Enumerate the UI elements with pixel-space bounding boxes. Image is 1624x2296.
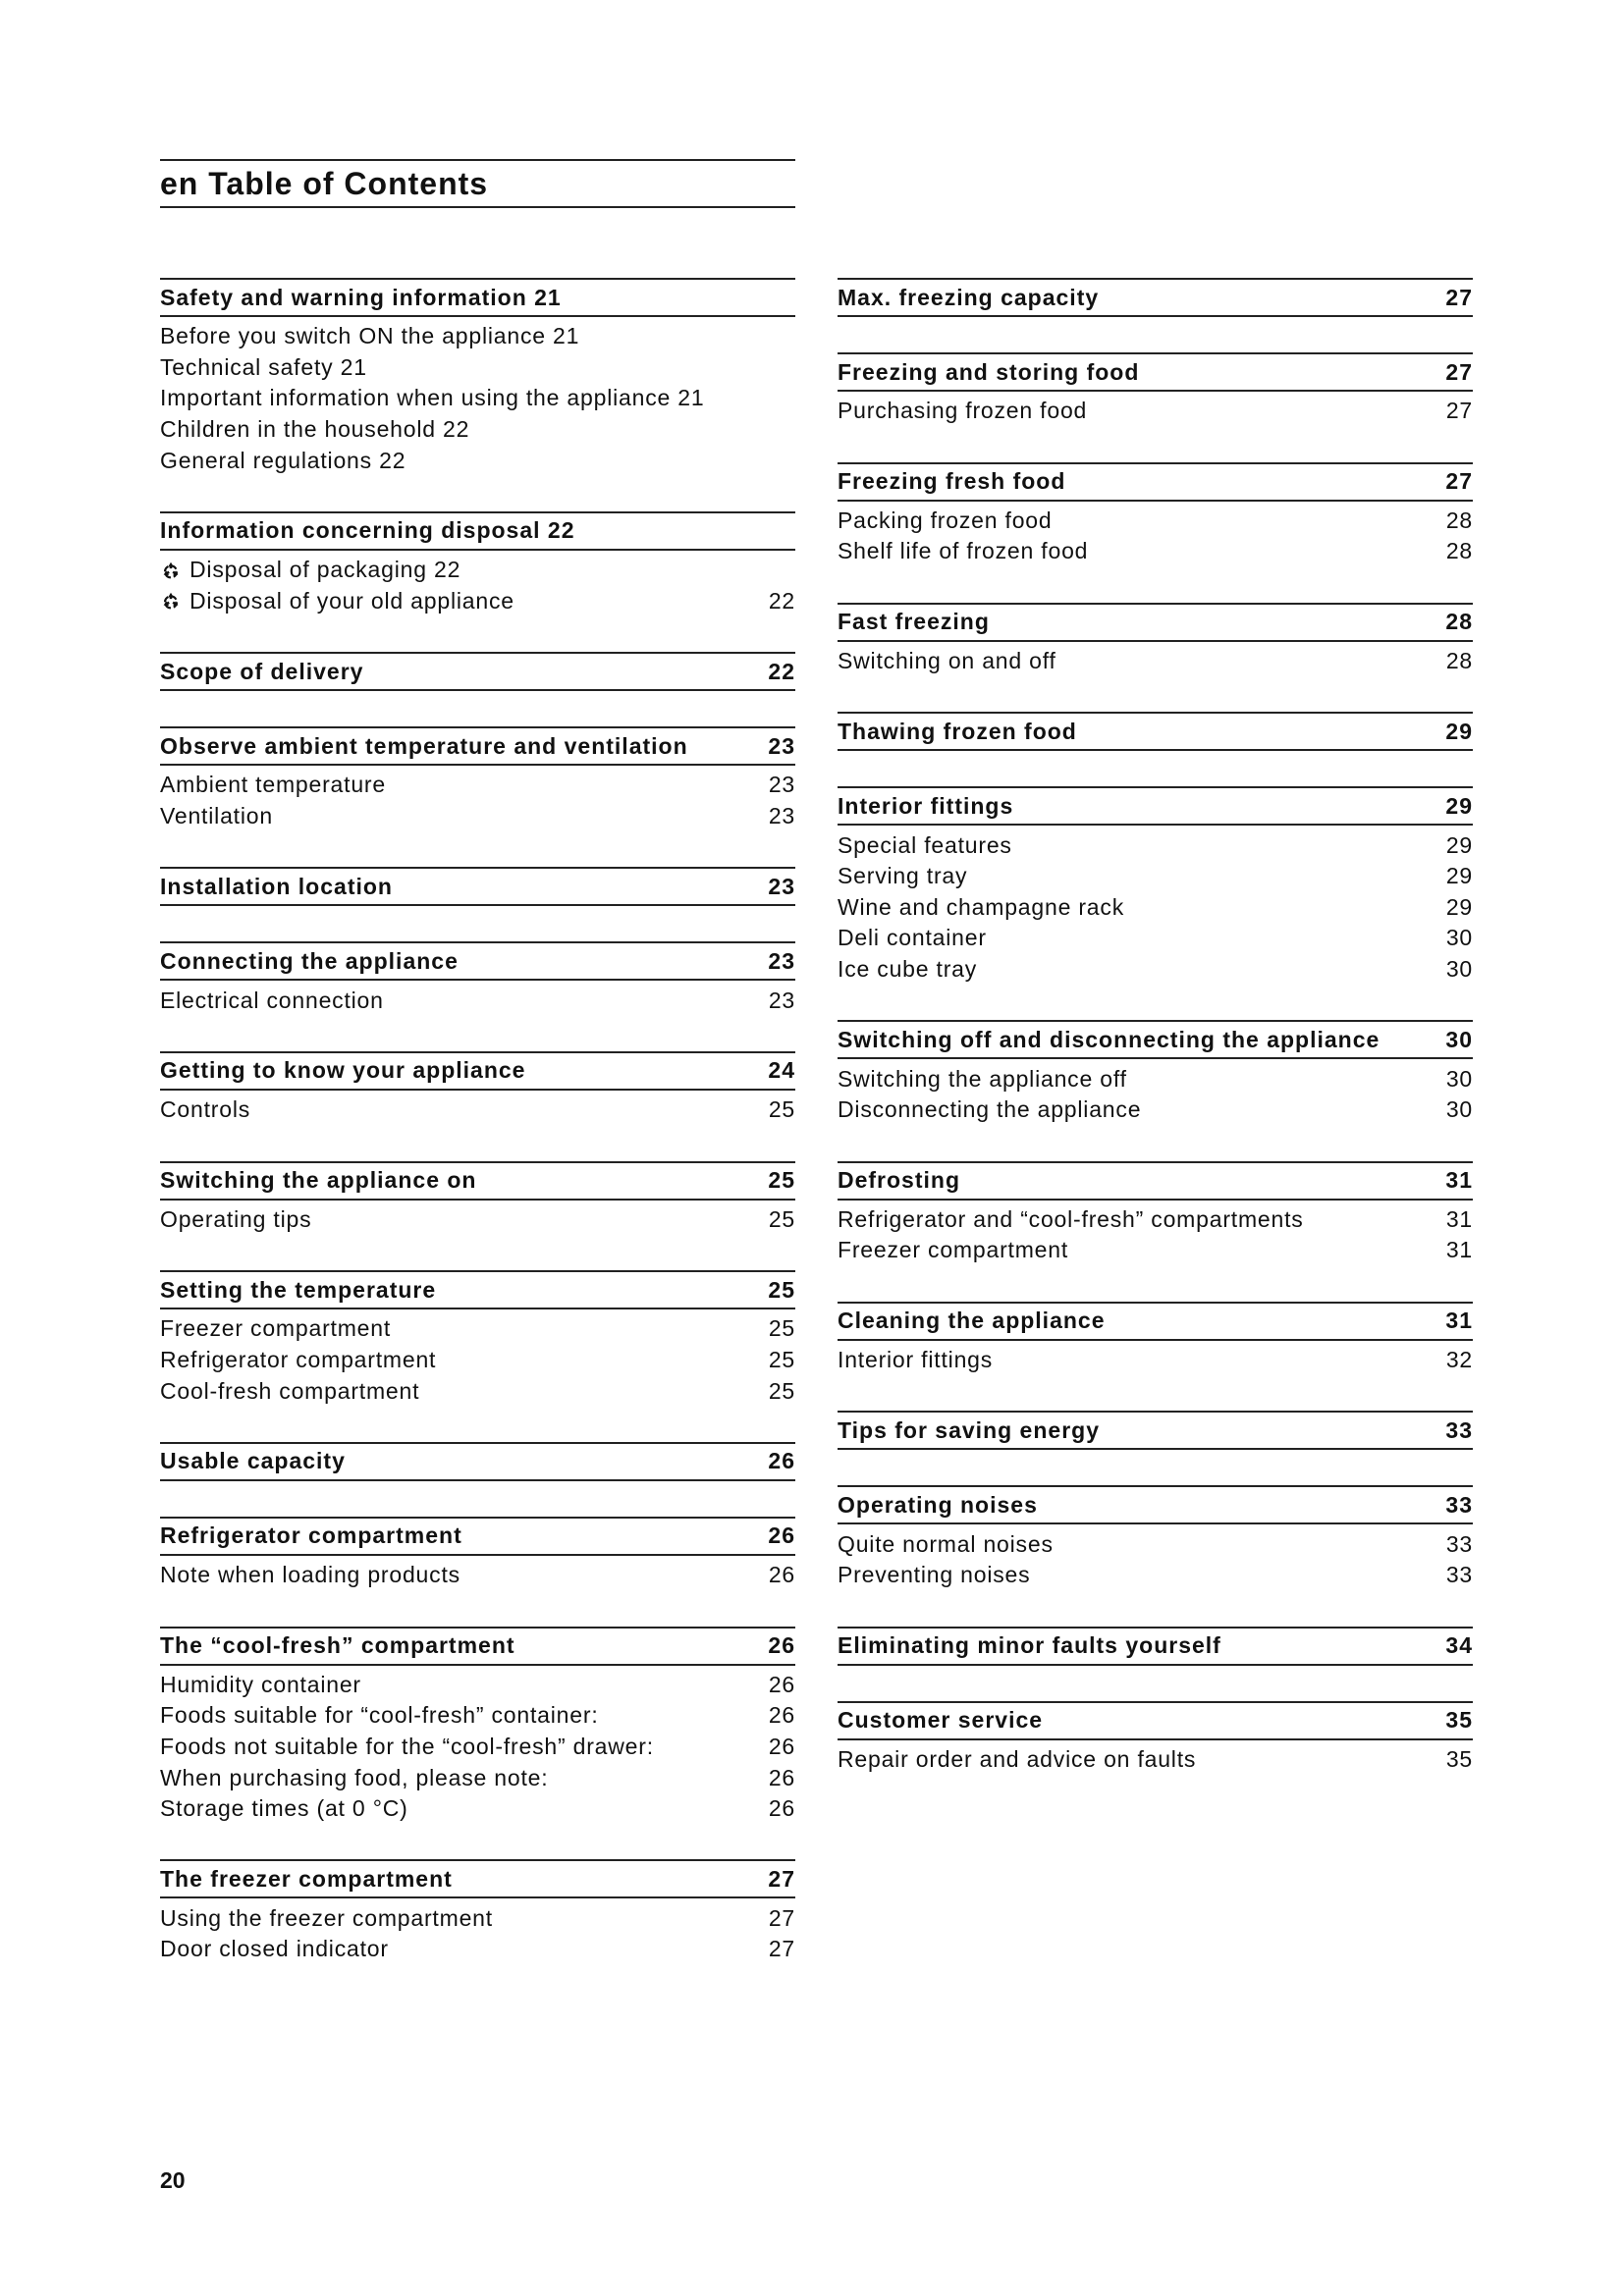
toc-entry-label-wrap (838, 1066, 1127, 1093)
toc-section-heading[interactable] (838, 1302, 1473, 1341)
toc-section-heading[interactable] (160, 1161, 795, 1201)
toc-section-heading[interactable] (838, 1411, 1473, 1450)
section-heading-text: Connecting the appliance (160, 947, 459, 974)
toc-entry-label: Wine and champagne rack (838, 893, 1124, 920)
toc-entry-label-wrap (838, 648, 1056, 674)
toc-entry-label: Interior fittings (838, 1347, 994, 1373)
toc-entry[interactable] (160, 1670, 795, 1701)
section-heading-text: Refrigerator compartment (160, 1522, 462, 1549)
toc-section-heading[interactable] (160, 652, 795, 691)
toc-entry[interactable] (838, 861, 1473, 892)
toc-entry-label: Switching the appliance off (838, 1065, 1127, 1092)
toc-entry[interactable] (160, 1375, 795, 1407)
toc-entry-label-wrap (160, 1795, 408, 1822)
toc-section-heading[interactable] (838, 1701, 1473, 1740)
toc-entry-label-wrap (838, 956, 977, 983)
toc-entry[interactable] (160, 801, 795, 832)
toc-entry-label-wrap (838, 1347, 993, 1373)
toc-section-heading[interactable] (838, 1627, 1473, 1666)
toc-entry-label-wrap (160, 588, 514, 614)
page-title (160, 161, 795, 206)
toc-entry-label: Children in the household 22 (160, 416, 470, 443)
toc-entry-label-wrap (838, 398, 1087, 424)
toc-entry[interactable] (160, 1793, 795, 1825)
section-heading-text: Defrosting (838, 1167, 960, 1194)
toc-section-heading[interactable] (838, 712, 1473, 751)
section-heading-text: Max. freezing capacity (838, 284, 1100, 310)
section-page-number: 26 (768, 1632, 795, 1658)
toc-entry-page-number: 31 (1445, 1205, 1473, 1232)
toc-entry-label-wrap (160, 1206, 311, 1233)
toc-entry-label-wrap (160, 1096, 250, 1123)
section-page-number: 23 (768, 732, 795, 759)
toc-section (160, 726, 795, 831)
toc-entry-page-number: 29 (1445, 893, 1473, 920)
toc-column-left (160, 278, 795, 2001)
toc-entry[interactable] (838, 396, 1473, 427)
section-heading-text: The “cool-fresh” compartment (160, 1632, 515, 1658)
section-heading-text: Information concerning disposal 22 (160, 517, 575, 544)
section-page-number: 33 (1445, 1416, 1473, 1443)
toc-entry-label-wrap (838, 538, 1088, 564)
toc-section-heading[interactable] (160, 941, 795, 981)
toc-entry[interactable] (838, 1204, 1473, 1236)
toc-entry-page-number: 28 (1445, 538, 1473, 564)
toc-entry-label-wrap (838, 832, 1012, 859)
toc-entry-label-wrap (160, 1936, 389, 1962)
toc-section-heading[interactable] (838, 603, 1473, 642)
toc-section (838, 1411, 1473, 1450)
toc-entry-page-number: 25 (768, 1096, 795, 1123)
toc-entry-label: Humidity container (160, 1671, 361, 1697)
toc-section (838, 1302, 1473, 1376)
toc-section (838, 1627, 1473, 1666)
toc-entry-label-wrap (160, 1672, 361, 1698)
section-page-number: 33 (1445, 1491, 1473, 1518)
toc-entry-page-number: 22 (768, 587, 795, 614)
toc-entry-page-number: 35 (1445, 1745, 1473, 1772)
toc-entry-label-wrap (160, 323, 579, 349)
toc-entry-page-number: 23 (768, 803, 795, 829)
toc-entry-page-number: 33 (1445, 1530, 1473, 1557)
toc-entry[interactable] (160, 1313, 795, 1345)
section-page-number: 25 (768, 1167, 795, 1194)
recycle-icon (160, 560, 182, 581)
toc-entry[interactable] (160, 586, 795, 617)
toc-entry-page-number: 26 (768, 1702, 795, 1729)
toc-section (160, 1517, 795, 1591)
toc-entry-label-wrap (160, 1378, 419, 1405)
section-heading-text: Usable capacity (160, 1448, 346, 1474)
section-heading-text: Switching the appliance on (160, 1167, 477, 1194)
section-heading-text: The freezer compartment (160, 1865, 453, 1892)
toc-entry-page-number: 29 (1445, 831, 1473, 858)
toc-section-heading[interactable] (838, 1020, 1473, 1059)
section-page-number: 28 (1445, 609, 1473, 635)
toc-entry[interactable] (838, 1744, 1473, 1776)
toc-entry-page-number: 27 (1445, 398, 1473, 424)
toc-entry[interactable] (838, 536, 1473, 567)
toc-entry-page-number: 25 (768, 1205, 795, 1232)
toc-column-right (838, 278, 1473, 1810)
toc-section (160, 1442, 795, 1481)
toc-entry[interactable] (160, 445, 795, 476)
toc-section (160, 1051, 795, 1126)
section-page-number: 31 (1445, 1167, 1473, 1194)
toc-entry-page-number: 27 (768, 1936, 795, 1962)
toc-section-heading[interactable] (160, 278, 795, 317)
toc-entry[interactable] (160, 770, 795, 801)
toc-entry[interactable] (160, 1345, 795, 1376)
section-heading-text: Operating noises (838, 1491, 1038, 1518)
section-heading-text: Interior fittings (838, 792, 1014, 819)
toc-entry-page-number: 28 (1445, 648, 1473, 674)
toc-section (160, 278, 795, 476)
toc-entry-page-number: 25 (768, 1315, 795, 1342)
toc-entry-label: Before you switch ON the appliance 21 (160, 323, 580, 349)
toc-entry-label-wrap (160, 803, 273, 829)
toc-entry[interactable] (838, 954, 1473, 986)
toc-entry-label: Serving tray (838, 863, 968, 889)
toc-entry-label-wrap (160, 557, 460, 583)
section-heading-text: Setting the temperature (160, 1276, 437, 1303)
toc-entry-page-number: 29 (1445, 863, 1473, 889)
toc-entry-label: Refrigerator compartment (160, 1347, 437, 1373)
toc-section-heading[interactable] (160, 1051, 795, 1091)
toc-entry-label-wrap (838, 925, 987, 951)
toc-section (838, 1485, 1473, 1590)
toc-entry-label: Technical safety 21 (160, 353, 367, 380)
toc-entry-page-number: 26 (768, 1764, 795, 1790)
toc-section (160, 867, 795, 906)
page-title-block (160, 159, 795, 208)
toc-section (160, 652, 795, 691)
recycle-icon (160, 590, 182, 612)
section-page-number: 26 (768, 1522, 795, 1549)
toc-entry[interactable] (160, 1700, 795, 1732)
toc-section-heading[interactable] (160, 511, 795, 551)
toc-entry-label: Preventing noises (838, 1562, 1031, 1588)
toc-entry-label: Packing frozen food (838, 507, 1053, 533)
toc-section-heading[interactable] (838, 462, 1473, 502)
toc-entry-label: Disconnecting the appliance (838, 1096, 1142, 1123)
toc-section-heading[interactable] (160, 1627, 795, 1666)
toc-section-heading[interactable] (160, 1270, 795, 1309)
section-heading-text: Switching off and disconnecting the appliance (838, 1026, 1380, 1052)
toc-entry-label: Switching on and off (838, 648, 1056, 674)
toc-entry-page-number: 26 (768, 1733, 795, 1759)
toc-entry-label: Note when loading products (160, 1562, 460, 1588)
toc-entry-label-wrap (160, 1702, 599, 1729)
section-page-number: 31 (1445, 1308, 1473, 1334)
toc-entry-label: Electrical connection (160, 987, 384, 1013)
toc-section (160, 941, 795, 1016)
toc-section-heading[interactable] (838, 1485, 1473, 1524)
toc-entry-page-number: 26 (768, 1671, 795, 1697)
toc-entry-label-wrap (160, 1347, 436, 1373)
toc-entry-page-number: 32 (1445, 1347, 1473, 1373)
toc-section-heading[interactable] (838, 352, 1473, 392)
toc-entry-label-wrap (838, 863, 967, 889)
toc-entry-page-number: 30 (1445, 1065, 1473, 1092)
toc-entry-label-wrap (838, 894, 1124, 921)
section-page-number: 26 (768, 1448, 795, 1474)
toc-entry-label-wrap (838, 507, 1053, 534)
section-heading-text: Safety and warning information 21 (160, 284, 562, 310)
section-heading-text: Eliminating minor faults yourself (838, 1632, 1221, 1658)
toc-section (160, 511, 795, 616)
toc-entry-page-number: 31 (1445, 1237, 1473, 1263)
toc-section (838, 712, 1473, 751)
section-heading-text: Thawing frozen food (838, 718, 1077, 744)
toc-entry[interactable] (160, 1934, 795, 1965)
toc-entry-label-wrap (160, 772, 386, 798)
toc-entry[interactable] (838, 1063, 1473, 1095)
toc-section (838, 278, 1473, 317)
toc-entry-label: Using the freezer compartment (160, 1904, 493, 1931)
toc-entry[interactable] (838, 1560, 1473, 1591)
toc-entry-label-wrap (160, 1734, 654, 1760)
toc-entry-page-number: 30 (1445, 956, 1473, 983)
section-heading-text: Getting to know your appliance (160, 1057, 526, 1084)
toc-entry-label: Controls (160, 1096, 251, 1123)
toc-entry-label: Purchasing frozen food (838, 398, 1088, 424)
section-page-number: 27 (768, 1865, 795, 1892)
toc-section (838, 786, 1473, 985)
toc-entry-page-number: 25 (768, 1347, 795, 1373)
toc-entry[interactable] (838, 646, 1473, 677)
toc-entry[interactable] (838, 923, 1473, 954)
toc-section-heading[interactable] (160, 1442, 795, 1481)
section-page-number: 29 (1445, 792, 1473, 819)
toc-entry-label-wrap (160, 988, 384, 1014)
toc-entry-label: Foods suitable for “cool-fresh” container: (160, 1702, 599, 1729)
toc-entry-label-wrap (838, 1562, 1030, 1588)
toc-entry-label: Quite normal noises (838, 1530, 1054, 1557)
toc-entry[interactable] (838, 1528, 1473, 1560)
section-page-number: 29 (1445, 718, 1473, 744)
toc-entry-label-wrap (838, 1237, 1068, 1263)
toc-entry[interactable] (160, 1762, 795, 1793)
toc-entry[interactable] (838, 1095, 1473, 1126)
toc-entry-label: Ice cube tray (838, 956, 978, 983)
toc-entry-label-wrap (838, 1206, 1304, 1233)
section-page-number: 23 (768, 947, 795, 974)
toc-entry-label: Operating tips (160, 1205, 312, 1232)
toc-entry-page-number: 23 (768, 772, 795, 798)
toc-entry-label: Freezer compartment (838, 1237, 1069, 1263)
toc-entry-label: When purchasing food, please note: (160, 1764, 549, 1790)
toc-section (838, 1701, 1473, 1776)
section-page-number: 30 (1445, 1026, 1473, 1052)
toc-entry-label: Ventilation (160, 803, 273, 829)
section-heading-text: Customer service (838, 1707, 1044, 1733)
toc-entry-label: Freezer compartment (160, 1315, 392, 1342)
section-page-number: 24 (768, 1057, 795, 1084)
toc-section-heading[interactable] (160, 726, 795, 766)
toc-section-heading[interactable] (160, 867, 795, 906)
toc-entry-page-number: 25 (768, 1377, 795, 1404)
toc-entry-page-number: 33 (1445, 1562, 1473, 1588)
toc-entry-label: Deli container (838, 925, 987, 951)
toc-entry-label-wrap (160, 416, 469, 443)
toc-entry-label: General regulations 22 (160, 447, 406, 473)
section-heading-text: Scope of delivery (160, 658, 364, 684)
toc-section-heading[interactable] (160, 1517, 795, 1556)
toc-entry-page-number: 27 (768, 1904, 795, 1931)
section-page-number: 35 (1445, 1707, 1473, 1733)
toc-entry-page-number: 28 (1445, 507, 1473, 533)
toc-entry[interactable] (160, 1560, 795, 1591)
toc-section-heading[interactable] (160, 1859, 795, 1898)
toc-entry-label-wrap (160, 385, 704, 411)
toc-entry[interactable] (160, 1095, 795, 1126)
toc-entry-label: Important information when using the appliance 21 (160, 385, 705, 411)
section-heading-text: Installation location (160, 873, 393, 899)
toc-entry-page-number: 30 (1445, 1096, 1473, 1123)
toc-entry-label: Disposal of packaging 22 (189, 557, 461, 583)
toc-entry-label: Ambient temperature (160, 772, 386, 798)
toc-entry-label-wrap (838, 1096, 1141, 1123)
toc-entry[interactable] (160, 352, 795, 384)
toc-section (838, 462, 1473, 567)
toc-entry[interactable] (160, 321, 795, 352)
section-page-number: 25 (768, 1276, 795, 1303)
toc-section (160, 1161, 795, 1236)
toc-entry[interactable] (160, 1204, 795, 1236)
toc-entry-label: Repair order and advice on faults (838, 1745, 1197, 1772)
page-number: 20 (160, 2167, 186, 2193)
toc-entry[interactable] (160, 383, 795, 414)
toc-entry-label: Foods not suitable for the “cool-fresh” drawer: (160, 1733, 654, 1759)
toc-section (838, 1161, 1473, 1266)
toc-section-heading[interactable] (838, 786, 1473, 826)
toc-entry-label-wrap (160, 448, 406, 474)
toc-entry[interactable] (160, 555, 795, 586)
section-page-number: 27 (1445, 468, 1473, 495)
page-title-text: Table of Contents (208, 166, 489, 201)
section-heading-text: Tips for saving energy (838, 1416, 1100, 1443)
section-heading-text: Freezing fresh food (838, 468, 1066, 495)
section-heading-text: Fast freezing (838, 609, 990, 635)
toc-entry-page-number: 30 (1445, 925, 1473, 951)
toc-section (838, 603, 1473, 677)
toc-entry-label: Cool-fresh compartment (160, 1377, 420, 1404)
toc-entry-label-wrap (160, 1315, 391, 1342)
toc-entry-label-wrap (160, 1905, 493, 1932)
toc-entry[interactable] (160, 1902, 795, 1934)
toc-entry[interactable] (838, 506, 1473, 537)
toc-entry[interactable] (838, 892, 1473, 924)
toc-entry-label: Refrigerator and “cool-fresh” compartments (838, 1205, 1304, 1232)
toc-section-heading[interactable] (838, 1161, 1473, 1201)
toc-entry-page-number: 26 (768, 1795, 795, 1822)
toc-entry-label: Door closed indicator (160, 1936, 389, 1962)
toc-section-heading[interactable] (838, 278, 1473, 317)
toc-entry-label-wrap (838, 1531, 1054, 1558)
section-heading-text: Freezing and storing food (838, 358, 1140, 385)
toc-entry-page-number: 23 (768, 987, 795, 1013)
section-page-number: 22 (768, 658, 795, 684)
toc-section (160, 1270, 795, 1407)
toc-entry-label: Special features (838, 831, 1012, 858)
toc-entry[interactable] (160, 985, 795, 1016)
section-page-number: 23 (768, 873, 795, 899)
toc-section (838, 352, 1473, 427)
toc-entry[interactable] (838, 1235, 1473, 1266)
toc-entry[interactable] (838, 1345, 1473, 1376)
section-heading-text: Observe ambient temperature and ventilation (160, 732, 688, 759)
section-page-number: 34 (1445, 1632, 1473, 1658)
toc-entry-label: Shelf life of frozen food (838, 538, 1089, 564)
section-page-number: 27 (1445, 284, 1473, 310)
toc-entry-label-wrap (160, 354, 367, 381)
toc-entry-label-wrap (160, 1562, 460, 1588)
section-page-number: 27 (1445, 358, 1473, 385)
toc-entry[interactable] (838, 829, 1473, 861)
section-heading-text: Cleaning the appliance (838, 1308, 1106, 1334)
toc-entry-label: Storage times (at 0 °C) (160, 1795, 408, 1822)
language-code: en (160, 166, 199, 201)
toc-entry[interactable] (160, 1732, 795, 1763)
toc-entry[interactable] (160, 414, 795, 446)
toc-section (838, 1020, 1473, 1125)
toc-entry-label-wrap (160, 1765, 548, 1791)
toc-section (160, 1859, 795, 1964)
toc-entry-page-number: 26 (768, 1562, 795, 1588)
toc-section (160, 1627, 795, 1825)
toc-entry-label: Disposal of your old appliance (189, 587, 514, 614)
toc-entry-label-wrap (838, 1746, 1196, 1773)
